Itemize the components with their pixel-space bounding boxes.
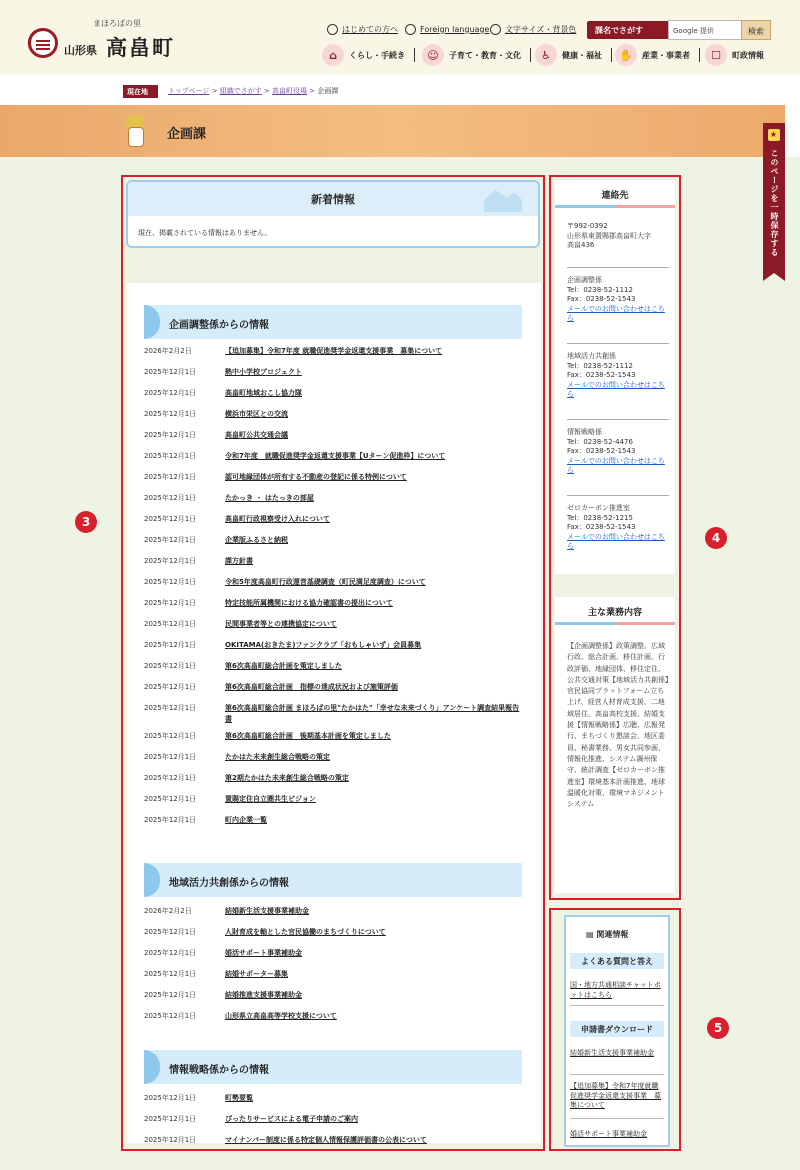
gnav-life[interactable] [322, 44, 415, 66]
gear-icon [490, 24, 501, 35]
breadcrumb-top[interactable]: トップページ [168, 87, 210, 95]
item-date: 2025年12月1日 [144, 704, 197, 712]
gnav-government-label: 町政情報 [732, 50, 764, 60]
item-date: 2025年12月1日 [144, 368, 197, 376]
search-button[interactable]: 検索 [741, 20, 771, 40]
duties-title: 主な業務内容 [555, 605, 675, 618]
breadcrumb-label: 現在地 [123, 85, 158, 98]
item-link[interactable]: 企業版ふるさと納税 [225, 536, 288, 544]
logo-town-name: 高畠町 [106, 36, 175, 60]
item-date: 2025年12月1日 [144, 557, 197, 565]
util-foreign[interactable] [405, 22, 489, 36]
item-link[interactable]: マイナンバー制度に係る特定個人情報保護評価書の公表について [225, 1136, 427, 1144]
item-link[interactable]: 第6次高畠町総合計画 まほろばの里"たかはた"「幸せな未来づくり」アンケート調査結果報告書 [225, 704, 520, 723]
contact-name: 企画調整係 [567, 276, 602, 284]
item-link[interactable]: たかはた未来創生総合戦略の策定 [225, 753, 330, 761]
gnav-government[interactable] [705, 44, 764, 66]
guide-icon [327, 24, 338, 35]
globe-icon [405, 24, 416, 35]
contact-tel: Tel：0238-52-1215 [567, 513, 633, 522]
related-title: ▤ 関連情報 [586, 930, 629, 939]
annotation-marker: 4 [705, 527, 727, 549]
item-date: 2025年12月1日 [144, 662, 197, 670]
annotation-frame-related [549, 908, 681, 1151]
item-link[interactable]: 民間事業者等との連携協定について [225, 620, 337, 628]
handshake-icon: ✋ [615, 44, 637, 66]
item-link[interactable]: 山形県立高畠高等学校支援について [225, 1012, 337, 1020]
contact-title: 連絡先 [555, 188, 675, 201]
child-icon: ☺ [422, 44, 444, 66]
dept-search-button[interactable]: 課名でさがす [587, 21, 675, 39]
gnav-childcare-label: 子育て・教育・文化 [449, 50, 521, 60]
annotation-frame-contact [549, 175, 681, 900]
news-empty-text: 現在、掲載されている情報はありません。 [138, 229, 272, 237]
util-fontsize[interactable] [490, 22, 576, 36]
item-date: 2025年12月1日 [144, 494, 197, 502]
download-link[interactable]: 結婚新生活支援事業補助金 [570, 1049, 654, 1057]
item-date: 2025年12月1日 [144, 410, 197, 418]
item-date: 2025年12月1日 [144, 641, 197, 649]
contact-fax: Fax：0238-52-1543 [567, 447, 636, 455]
item-link[interactable]: 置賜定住自立圏共生ビジョン [225, 795, 316, 803]
contact-tel: Tel：0238-52-1112 [567, 361, 633, 370]
item-link[interactable]: 第2期たかはた未来創生総合戦略の策定 [225, 774, 349, 782]
contact-fax: Fax：0238-52-1543 [567, 371, 636, 379]
item-date: 2025年12月1日 [144, 1012, 197, 1020]
item-date: 2025年12月1日 [144, 1094, 197, 1102]
title-band [0, 105, 785, 157]
item-date: 2025年12月1日 [144, 473, 197, 481]
item-date: 2025年12月1日 [144, 753, 197, 761]
site-header [0, 0, 800, 75]
item-link[interactable]: 課方針書 [225, 557, 253, 565]
star-icon: ★ [769, 130, 779, 139]
breadcrumb-org[interactable]: 組織でさがす [219, 87, 262, 95]
item-link[interactable]: 高畠町行政視察受け入れについて [225, 515, 330, 523]
item-date: 2026年2月2日 [144, 907, 192, 915]
item-link[interactable]: 町勢要覧 [225, 1094, 253, 1102]
contact-name: 情報戦略係 [567, 428, 602, 436]
item-date: 2025年12月1日 [144, 1115, 197, 1123]
duties-text: 【企画調整係】政策調整、広域行政、総合計画、移住計画、行政評価、地縁団体、移住定住、公共交通対策【地域活力共創係】官民協同プラットフォーム立ち上げ、経営人材育成支援、二地域居住、高畠高校支援、結婚支援【情報戦略係】広聴、広報発行、まちづくり懇談会、地区委員、秘書業務、男女共同参画、情報化推進、システム調州保守、統計調査【ゼロカーボン推進室】環境基本計画推進、地球温暖化対策、環境マネジメントシステム [567, 642, 669, 809]
contact-mail-link[interactable]: メールでのお問い合わせはこちら [567, 532, 665, 550]
section-heading: 情報戦略係からの情報 [144, 1050, 522, 1084]
town-emblem-icon [28, 28, 58, 58]
item-date: 2025年12月1日 [144, 683, 197, 691]
contact-mail-link[interactable]: メールでのお問い合わせはこちら [567, 380, 665, 398]
item-date: 2025年12月1日 [144, 1136, 197, 1144]
site-logo[interactable] [28, 18, 188, 60]
item-date: 2025年12月1日 [144, 515, 197, 523]
util-fontsize-link[interactable]: 文字サイズ・背景色 [505, 24, 577, 34]
item-date: 2025年12月1日 [144, 389, 197, 397]
util-beginner-link[interactable]: はじめての方へ [342, 24, 398, 34]
item-link[interactable]: 町内企業一覧 [225, 816, 267, 824]
item-date: 2025年12月1日 [144, 732, 197, 740]
gnav-industry[interactable] [615, 44, 700, 66]
annotation-marker: 5 [707, 1017, 729, 1039]
wheelchair-icon: ♿ [535, 44, 557, 66]
item-date: 2025年12月1日 [144, 431, 197, 439]
contact-mail-link[interactable]: メールでのお問い合わせはこちら [567, 456, 665, 474]
item-link[interactable]: ぴったりサービスによる電子申請のご案内 [225, 1115, 358, 1123]
item-link[interactable]: 結婚新生活支援事業補助金 [225, 907, 309, 915]
contact-fax: Fax：0238-52-1543 [567, 523, 636, 531]
item-date: 2025年12月1日 [144, 774, 197, 782]
item-link[interactable]: 高畠町地域おこし協力隊 [225, 389, 302, 397]
search-input[interactable]: Google 提供 [668, 20, 742, 40]
faq-link[interactable]: 国・地方共通相談チャットボットはこちら [570, 981, 661, 999]
util-beginner[interactable] [327, 22, 398, 36]
contact-name: 地域活力共創係 [567, 352, 616, 360]
item-link[interactable]: 第6次高畠町総合計画を策定しました [225, 662, 342, 670]
item-link[interactable]: 特定技能所属機関における協力確認書の提出について [225, 599, 393, 607]
annotation-marker: 3 [75, 511, 97, 533]
item-date: 2025年12月1日 [144, 928, 197, 936]
item-date: 2025年12月1日 [144, 536, 197, 544]
item-date: 2025年12月1日 [144, 452, 197, 460]
gnav-health[interactable] [535, 44, 612, 66]
item-link[interactable]: 第6次高畠町総合計画 指標の達成状況および施策評価 [225, 683, 398, 691]
page-title: 企画課 [167, 127, 207, 142]
item-link[interactable]: 結婚サポーター募集 [225, 970, 288, 978]
logo-prefecture: 山形県 [64, 44, 97, 57]
contact-mail-link[interactable]: メールでのお問い合わせはこちら [567, 304, 665, 322]
item-date: 2025年12月1日 [144, 795, 197, 803]
contact-address: 〒992-0392 山形県東置賜郡高畠町大字 高畠436 [567, 222, 651, 249]
item-link[interactable]: 熱中小学校プロジェクト [225, 368, 302, 376]
item-link[interactable]: 令和5年度高畠町行政運営基礎調査（町民満足度調査）について [225, 578, 426, 586]
house-icon: ⌂ [322, 44, 344, 66]
gnav-industry-label: 産業・事業者 [642, 50, 690, 60]
download-link[interactable]: 【追加募集】令和7年度就職促進奨学金返還支援事業 募集について [570, 1082, 661, 1109]
chat-icon: ☐ [705, 44, 727, 66]
item-link[interactable]: 結婚推進支援事業補助金 [225, 991, 302, 999]
faq-header: よくある質問と答え [570, 953, 664, 969]
item-date: 2025年12月1日 [144, 949, 197, 957]
item-link[interactable]: 令和7年度 就職促進奨学金返還支援事業【Uターン促進枠】について [225, 452, 446, 460]
gnav-health-label: 健康・福祉 [562, 50, 602, 60]
item-link[interactable]: OKITAMA(おきたま)ファンクラブ「おもしゃいず」会員募集 [225, 641, 422, 649]
breadcrumb: トップページ > 組織でさがす > 高畠町役場 > 企画課 [168, 87, 339, 95]
mascot-icon [122, 115, 150, 147]
save-page-label: このページを一時保存する [770, 149, 779, 257]
item-link[interactable]: 【追加募集】令和7年度 就職促進奨学金返還支援事業 募集について [225, 347, 443, 355]
contact-tel: Tel：0238-52-1112 [567, 285, 633, 294]
item-date: 2025年12月1日 [144, 578, 197, 586]
util-foreign-link[interactable]: Foreign language [420, 24, 490, 34]
breadcrumb-office[interactable]: 高畠町役場 [272, 87, 308, 95]
section-heading: 企画調整係からの情報 [144, 305, 522, 339]
download-header: 申請書ダウンロード [570, 1021, 664, 1037]
download-link[interactable]: 婚活サポート事業補助金 [570, 1130, 647, 1138]
gnav-life-label: くらし・手続き [349, 50, 405, 60]
news-title: 新着情報 [311, 193, 355, 206]
logo-catchphrase: まほろばの里 [93, 19, 141, 28]
save-page-tab[interactable] [763, 123, 785, 273]
item-link[interactable]: 認可地縁団体が所有する不動産の登記に係る特例について [225, 473, 407, 481]
breadcrumb-current: 企画課 [317, 87, 339, 95]
gnav-childcare[interactable] [422, 44, 531, 66]
item-date: 2025年12月1日 [144, 970, 197, 978]
item-link[interactable]: 人財育成を軸とした官民協働のまちづくりについて [225, 928, 386, 936]
contact-name: ゼロカーボン推進室 [567, 504, 630, 512]
item-date: 2025年12月1日 [144, 816, 197, 824]
document-icon: ▤ [586, 930, 597, 939]
item-date: 2025年12月1日 [144, 599, 197, 607]
annotation-frame-main [121, 175, 545, 1151]
section-heading: 地域活力共創係からの情報 [144, 863, 522, 897]
item-link[interactable]: 婚活サポート事業補助金 [225, 949, 302, 957]
contact-tel: Tel：0238-52-4476 [567, 437, 633, 446]
item-link[interactable]: 高畠町公共交通会議 [225, 431, 288, 439]
item-date: 2025年12月1日 [144, 991, 197, 999]
item-date: 2025年12月1日 [144, 620, 197, 628]
item-link[interactable]: 第6次高畠町総合計画 後期基本計画を策定しました [225, 732, 391, 740]
item-link[interactable]: たかっき ・ はたっきの部屋 [225, 494, 314, 502]
item-link[interactable]: 横浜市栄区との交流 [225, 410, 288, 418]
item-date: 2026年2月2日 [144, 347, 192, 355]
contact-fax: Fax：0238-52-1543 [567, 295, 636, 303]
